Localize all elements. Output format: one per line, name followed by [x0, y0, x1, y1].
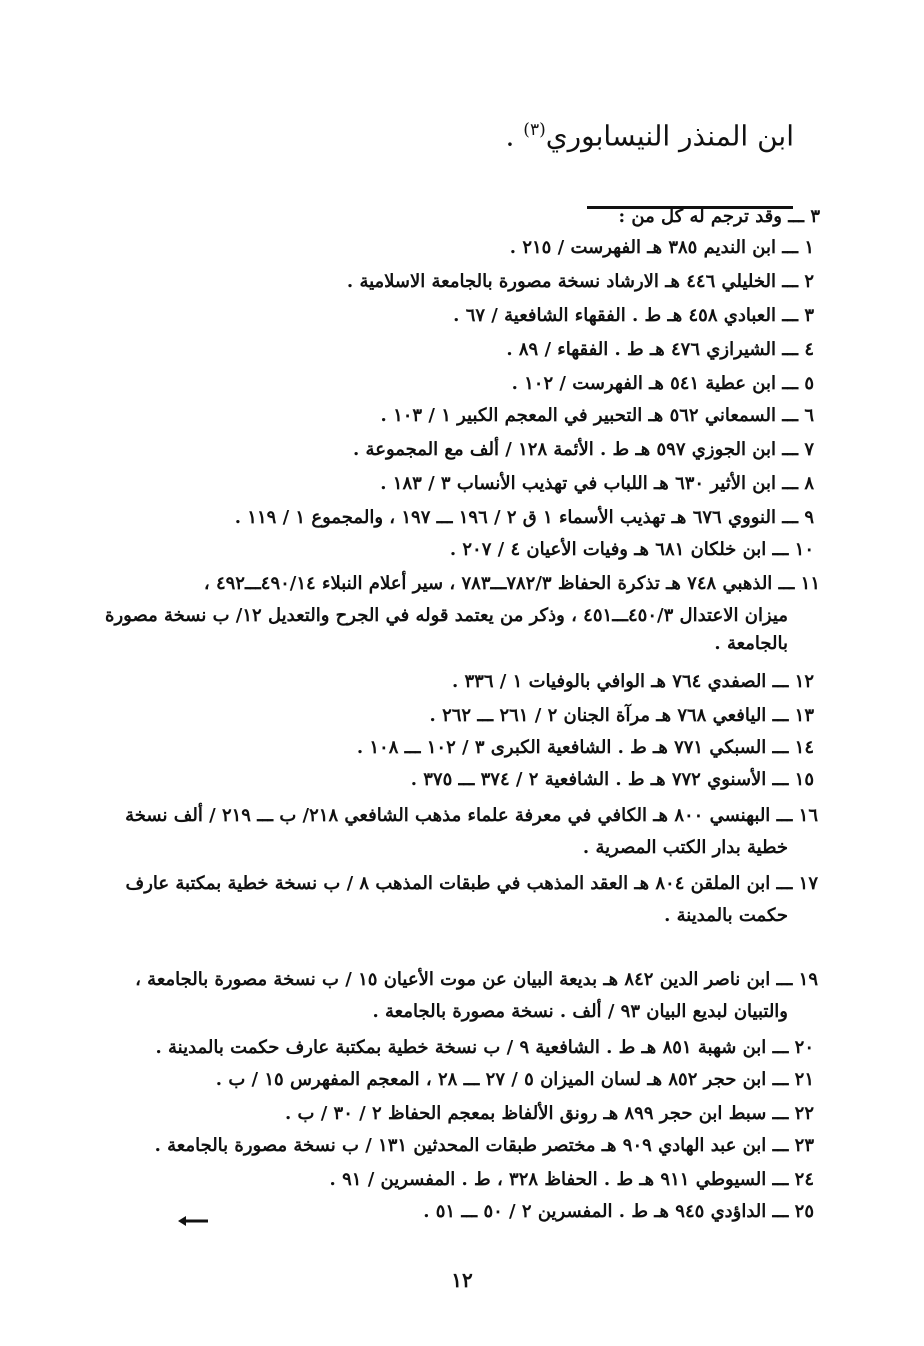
footnote-entry: ١٧ ـــ ابن الملقن ٨٠٤ هـ العقد المذهب في طبقات المذهب ٨ / ب نسخة خطية بمكتبة عارف [125, 873, 818, 894]
footnote-entry: ٩ ـــ النووي ٦٧٦ هـ تهذيب الأسماء ١ ق ٢ / ١٩٦ ـــ ١٩٧ ، والمجموع ١ / ١١٩ . [234, 507, 814, 528]
footnote-entry: ٣ ـــ العبادي ٤٥٨ هـ ط . الفقهاء الشافعية / ٦٧ . [453, 305, 814, 326]
footnote-entry: ٨ ـــ ابن الأثير ٦٣٠ هـ اللباب في تهذيب الأنساب ٣ / ١٨٣ . [380, 473, 814, 494]
footnote-entry: ١ ـــ ابن النديم ٣٨٥ هـ الفهرست / ٢١٥ . [509, 237, 814, 258]
footnote-entry: ٢ ـــ الخليلي ٤٤٦ هـ الارشاد نسخة مصورة بالجامعة الاسلامية . [346, 271, 814, 292]
footnote-entry: ١٣ ـــ اليافعي ٧٦٨ هـ مرآة الجنان ٢ / ٢٦١ ـــ ٢٦٢ . [429, 705, 814, 726]
footnote-entry: ١٢ ـــ الصفدي ٧٦٤ هـ الوافي بالوفيات ١ / ٣٣٦ . [451, 671, 814, 692]
footnote-entry: ٦ ـــ السمعاني ٥٦٢ هـ التحبير في المعجم الكبير ١ / ١٠٣ . [380, 405, 814, 426]
title-end: . [505, 119, 524, 153]
footnote-intro: ٣ ـــ وقد ترجم له كل من : [618, 206, 820, 227]
footnote-entry: ٢٤ ـــ السيوطي ٩١١ هـ ط . الحفاظ ٣٢٨ ، ط . المفسرين / ٩١ . [329, 1169, 814, 1190]
footnote-entry: ١٥ ـــ الأسنوي ٧٧٢ هـ ط . الشافعية ٢ / ٣٧٤ ـــ ٣٧٥ . [410, 769, 814, 790]
footnote-entry-continued: خطية بدار الكتب المصرية . [582, 837, 788, 858]
footnote-entry-continued: والتبيان لبديع البيان ٩٣ / ألف . نسخة مصورة بالجامعة . [372, 1001, 788, 1022]
footnote-marker: (٣) [523, 120, 546, 140]
footnote-entry: ٢٥ ـــ الداؤدي ٩٤٥ هـ ط . المفسرين ٢ / ٥٠ ـــ ٥١ . [423, 1201, 814, 1222]
page-title [505, 112, 794, 154]
footnote-entry: ١٩ ـــ ابن ناصر الدين ٨٤٢ هـ بديعة البيان عن موت الأعيان ١٥ / ب نسخة مصورة بالجامعة ، [135, 969, 818, 990]
footnote-entry: ٢٣ ـــ ابن عبد الهادي ٩٠٩ هـ مختصر طبقات المحدثين ١٣١ / ب نسخة مصورة بالجامعة . [154, 1135, 814, 1156]
footnote-entry: ٢٠ ـــ ابن شهبة ٨٥١ هـ ط . الشافعية ٩ / ب نسخة خطية بمكتبة عارف حكمت بالمدينة . [155, 1037, 814, 1058]
footnote-entry: ١٤ ـــ السبكي ٧٧١ هـ ط . الشافعية الكبرى ٣ / ١٠٢ ـــ ١٠٨ . [356, 737, 814, 758]
title-text: ابن المنذر النيسابوري [545, 119, 794, 153]
footnote-entry: ١٦ ـــ البهنسي ٨٠٠ هـ الكافي في معرفة علماء مذهب الشافعي ٢١٨/ ب ـــ ٢١٩ / ألف نسخة [125, 805, 818, 826]
footnote-entry-continued: بالجامعة . [714, 633, 788, 654]
footnote-entry: ٥ ـــ ابن عطية ٥٤١ هـ الفهرست / ١٠٢ . [511, 373, 814, 394]
footnote-entry-continued: حكمت بالمدينة . [664, 905, 788, 926]
footnote-entry: ٢١ ـــ ابن حجر ٨٥٢ هـ لسان الميزان ٥ / ٢٧ ـــ ٢٨ ، المعجم المفهرس ١٥ / ب . [215, 1069, 814, 1090]
footnote-entry: ٢٢ ـــ سبط ابن حجر ٨٩٩ هـ رونق الألفاظ بمعجم الحفاظ ٢ / ٣٠ / ب . [284, 1103, 814, 1124]
footnote-entry: ١٠ ـــ ابن خلكان ٦٨١ هـ وفيات الأعيان ٤ / ٢٠٧ . [449, 539, 814, 560]
page-number: ١٢ [451, 1268, 473, 1292]
continuation-arrow-icon [178, 1214, 210, 1228]
footnote-entry: ٤ ـــ الشيرازي ٤٧٦ هـ ط . الفقهاء / ٨٩ . [506, 339, 814, 360]
footnote-entry-continued: ميزان الاعتدال ٤٥٠/٣ـــ٤٥١ ، وذكر من يعتمد قوله في الجرح والتعديل ١٢/ ب نسخة مصورة [105, 605, 788, 626]
footnote-entry: ١١ ـــ الذهبي ٧٤٨ هـ تذكرة الحفاظ ٧٨٢/٣ـــ٧٨٣ ، سير أعلام النبلاء ٤٩٠/١٤ـــ٤٩٢ ، [203, 573, 820, 594]
footnote-entry: ٧ ـــ ابن الجوزي ٥٩٧ هـ ط . الأئمة ١٢٨ / ألف مع المجموعة . [353, 439, 814, 460]
